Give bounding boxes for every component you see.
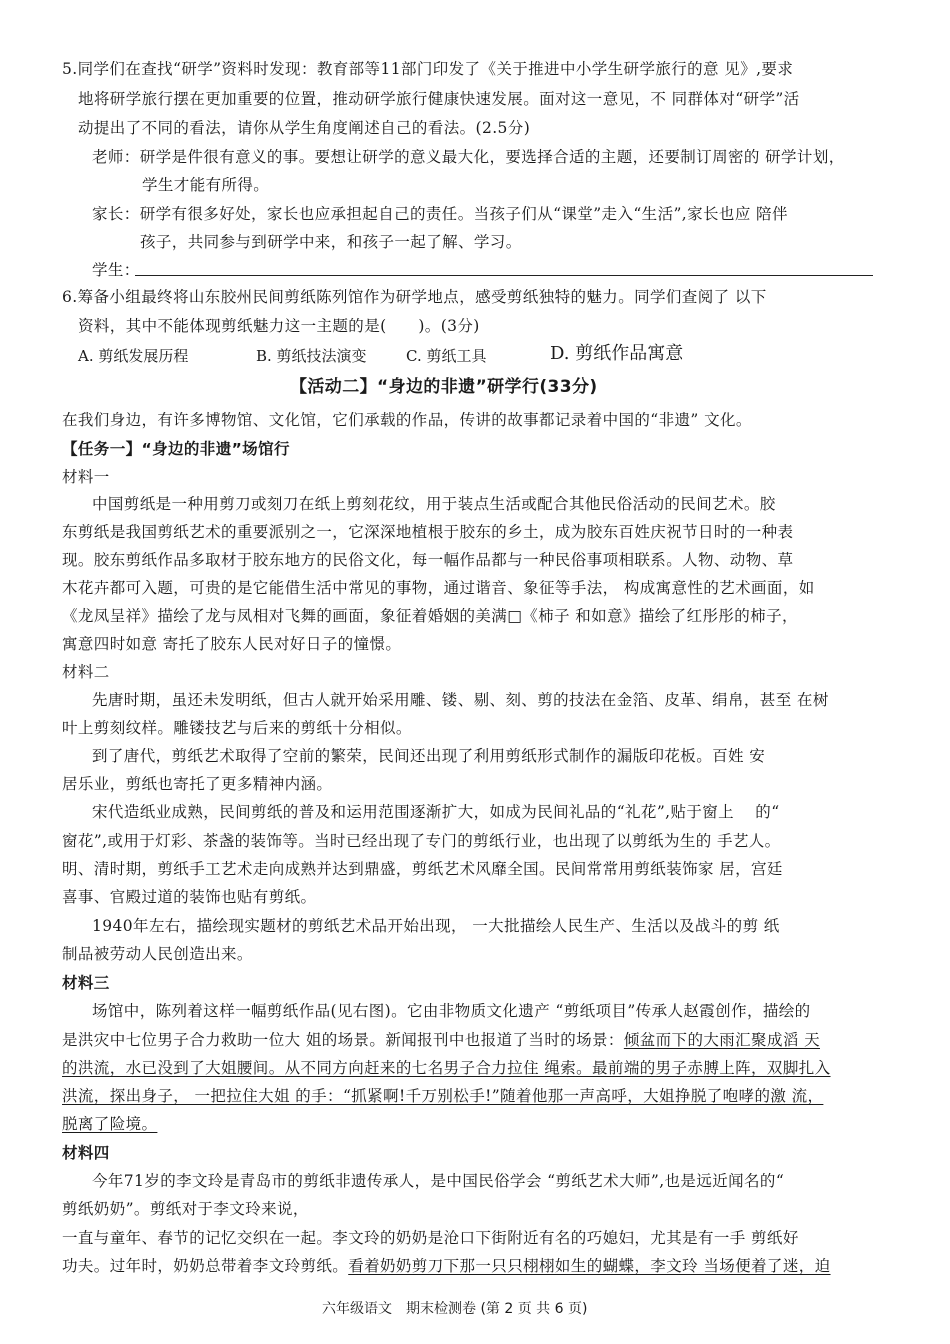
q6-option-b[interactable]: B. 剪纸技法演变	[256, 347, 367, 365]
material-2-line-7: 明、清时期，剪纸手工艺术走向成熟并达到鼎盛，剪纸艺术风靡全国。民间常常用剪纸装饰家 居，宫廷	[62, 860, 783, 878]
material-1-line-1: 中国剪纸是一种用剪刀或刻刀在纸上剪刻花纹，用于装点生活或配合其他民俗活动的民间艺术。胶	[92, 495, 776, 513]
q6-option-c[interactable]: C. 剪纸工具	[406, 347, 487, 365]
teacher-opinion-line-2: 学生才能有所得。	[142, 176, 270, 194]
parent-opinion-line-2: 孩子，共同参与到研学中来，和孩子一起了解、学习。	[140, 233, 522, 251]
material-2-line-1: 先唐时期，虽还未发明纸，但古人就开始采用雕、镂、剔、刻、剪的技法在金箔、皮革、绢帛，甚至 在树	[92, 691, 829, 709]
q6-option-d[interactable]: D. 剪纸作品寓意	[550, 343, 684, 364]
q6-line-2: 资料，其中不能体现剪纸魅力这一主题的是( )。(3分)	[78, 317, 480, 335]
q5-line-3: 动提出了不同的看法，请你从学生角度阐述自己的看法。(2.5分)	[78, 119, 531, 137]
q6-line-1: 6.筹备小组最终将山东胶州民间剪纸陈列馆作为研学地点，感受剪纸独特的魅力。同学们查阅了 以下	[62, 288, 767, 306]
q5-line-1: 5.同学们在查找“研学”资料时发现：教育部等11部门印发了《关于推进中小学生研学旅行的意 见》,要求	[62, 60, 794, 78]
material-2-line-6: 窗花”,或用于灯彩、茶盏的装饰等。当时已经出现了专门的剪纸行业，也出现了以剪纸为生的 手艺人。	[62, 832, 781, 850]
activity-2-intro: 在我们身边，有许多博物馆、文化馆，它们承载的作品，传讲的故事都记录着中国的“非遗” 文化。	[62, 411, 752, 429]
teacher-opinion-line-1: 老师：研学是件很有意义的事。要想让研学的意义最大化，要选择合适的主题，还要制订周密的 研学计划，	[92, 148, 845, 166]
student-answer-field[interactable]	[135, 275, 873, 276]
material-3-line-2-plain: 是洪灾中七位男子合力救助一位大 姐的场景。新闻报刊中也报道了当时的场景：	[62, 1031, 624, 1049]
material-4-line-2: 剪纸奶奶”。剪纸对于李文玲来说，	[62, 1200, 309, 1218]
material-4-line-4-underlined: 看着奶奶剪刀下那一只只栩栩如生的蝴蝶，李文玲 当场便着了迷，迫	[348, 1257, 831, 1275]
student-answer-label: 学生：	[92, 261, 140, 279]
activity-2-title: 【活动二】“身边的非遗”研学行(33分)	[290, 377, 598, 397]
material-1-line-4: 木花卉都可入题，可贵的是它能借生活中常见的事物，通过谐音、象征等手法， 构成寓意性的艺术画面，如	[62, 579, 815, 597]
material-2-line-8: 喜事、官殿过道的装饰也贴有剪纸。	[62, 888, 317, 906]
material-3-line-2	[62, 1030, 820, 1050]
material-3-line-3: 的洪流，水已没到了大姐腰间。从不同方向赶来的七名男子合力拉住 绳索。最前端的男子赤膊上阵，双脚扎入	[62, 1059, 831, 1077]
material-1-line-5: 《龙凤呈祥》描绘了龙与凤相对飞舞的画面，象征着婚姻的美满□《柿子 和如意》描绘了红彤彤的柿子，	[62, 607, 798, 625]
material-3-line-2-underlined: 倾盆而下的大雨汇聚成滔 天	[623, 1031, 820, 1049]
material-3-line-5: 脱离了险境。	[62, 1115, 158, 1133]
material-4-line-3: 一直与童年、春节的记忆交织在一起。李文玲的奶奶是沧口下街附近有名的巧媳妇，尤其是有一手 剪纸好	[62, 1229, 799, 1247]
material-1-line-2: 东剪纸是我国剪纸艺术的重要派别之一，它深深地植根于胶东的乡土，成为胶东百姓庆祝节日时的一种表	[62, 523, 794, 541]
material-4-line-4	[62, 1256, 831, 1276]
material-4-line-4-plain: 功夫。过年时，奶奶总带着李文玲剪纸。	[62, 1257, 349, 1275]
page-footer: 六年级语文 期末检测卷 (第 2 页 共 6 页)	[322, 1301, 588, 1317]
task-1-title: 【任务一】“身边的非遗”场馆行	[62, 440, 290, 458]
material-1-line-6: 寓意四时如意 寄托了胶东人民对好日子的憧憬。	[62, 635, 402, 653]
material-2-line-4: 居乐业，剪纸也寄托了更多精神内涵。	[62, 775, 333, 793]
material-2-line-5: 宋代造纸业成熟，民间剪纸的普及和运用范围逐渐扩大，如成为民间礼品的“礼花”,贴于窗上 的“	[92, 803, 780, 821]
material-1-label: 材料一	[62, 468, 110, 486]
q6-option-a[interactable]: A. 剪纸发展历程	[78, 347, 189, 365]
material-4-label: 材料四	[62, 1144, 110, 1162]
material-2-label: 材料二	[62, 663, 110, 681]
material-2-line-3: 到了唐代，剪纸艺术取得了空前的繁荣，民间还出现了利用剪纸形式制作的漏版印花板。百姓 安	[92, 747, 766, 765]
material-3-line-4: 洪流，探出身子， 一把拉住大姐 的手：“抓紧啊!千万别松手!”随着他那一声高呼，大姐挣脱了咆哮的激 流，	[62, 1087, 824, 1105]
material-1-line-3: 现。胶东剪纸作品多取材于胶东地方的民俗文化，每一幅作品都与一种民俗事项相联系。人物、动物、草	[62, 551, 794, 569]
q5-line-2: 地将研学旅行摆在更加重要的位置，推动研学旅行健康快速发展。面对这一意见，不 同群体对“研学”活	[78, 90, 800, 108]
parent-opinion-line-1: 家长：研学有很多好处，家长也应承担起自己的责任。当孩子们从“课堂”走入“生活”,家长也应 陪伴	[92, 205, 788, 223]
material-2-line-9: 1940年左右，描绘现实题材的剪纸艺术品开始出现， 一大批描绘人民生产、生活以及战斗的剪 纸	[92, 917, 780, 935]
material-3-label: 材料三	[62, 974, 110, 992]
material-2-line-10: 制品被劳动人民创造出来。	[62, 945, 253, 963]
material-4-line-1: 今年71岁的李文玲是青岛市的剪纸非遗传承人，是中国民俗学会 “剪纸艺术大师”,也是远近闻名的“	[92, 1172, 785, 1190]
material-3-line-1: 场馆中，陈列着这样一幅剪纸作品(见右图)。它由非物质文化遗产 “剪纸项目”传承人赵霞创作，描绘的	[92, 1002, 811, 1020]
material-2-line-2: 叶上剪刻纹样。雕镂技艺与后来的剪纸十分相似。	[62, 719, 412, 737]
